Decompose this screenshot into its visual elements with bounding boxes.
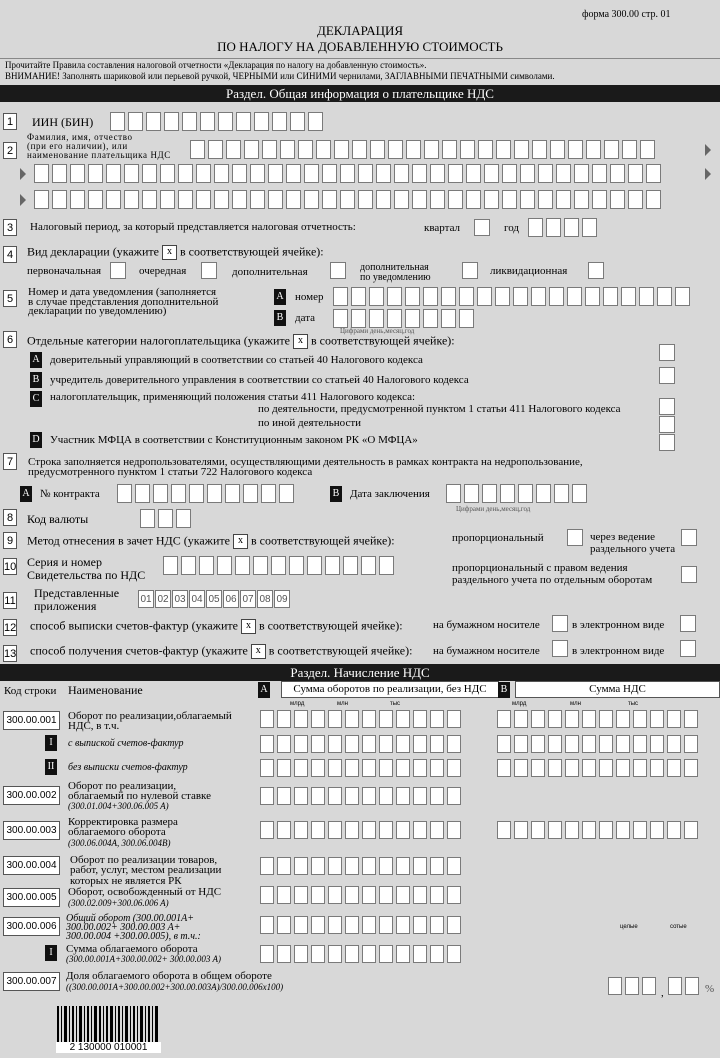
row-number: 5	[3, 290, 17, 307]
letter-i-badge: I	[45, 735, 57, 751]
hundredths-label: сотые	[670, 924, 687, 930]
category-b-label: учредитель доверительного управления в соответствии со статьей 40 Налогового кодекса	[50, 374, 469, 386]
attachments-label: Представленные приложения	[34, 586, 120, 614]
amount-b-cells[interactable]	[497, 759, 698, 777]
barcode-number: 2 130000 010001	[56, 1042, 161, 1053]
paper-label: на бумажном носителе	[433, 645, 540, 657]
row-name: Оборот по реализации,облагаемый НДС, в т.ч.	[68, 710, 232, 733]
attachment-cell[interactable]: 04	[189, 590, 205, 608]
x-mark-sample: x	[241, 619, 256, 634]
category-c2-checkbox[interactable]	[659, 416, 675, 433]
row-number: 9	[3, 532, 17, 549]
method-text-2: в соответствующей ячейке):	[250, 533, 395, 548]
row-number: 2	[3, 142, 17, 159]
attachment-cell[interactable]: 02	[155, 590, 171, 608]
invoice-issue-label	[30, 619, 403, 634]
proportional-checkbox[interactable]	[567, 529, 583, 546]
x-mark-sample: x	[251, 644, 266, 659]
decl-liquidation-checkbox[interactable]	[588, 262, 604, 279]
row-formula: (300.02.009+300.06.006 A)	[68, 898, 169, 908]
iin-cells[interactable]	[110, 112, 323, 131]
categories-label	[27, 334, 455, 349]
separate-checkbox[interactable]	[681, 529, 697, 546]
attachment-cell[interactable]: 09	[274, 590, 290, 608]
proportional-separate-checkbox[interactable]	[681, 566, 697, 583]
method-text: Метод отнесения в зачет НДС (укажите	[27, 533, 230, 548]
date-hint: Цифрами день,месяц,год	[340, 327, 415, 335]
contract-date-cells[interactable]	[446, 484, 587, 503]
decl-type-label	[27, 245, 324, 260]
name-cells-1[interactable]	[190, 140, 655, 159]
separate-label: через ведение раздельного учета	[590, 531, 676, 556]
amount-b-cells[interactable]	[497, 821, 698, 839]
title-line1: ДЕКЛАРАЦИЯ	[316, 23, 404, 38]
decl-type-text: Вид декларации (укажите	[27, 244, 159, 259]
letter-b-badge: B	[30, 372, 42, 388]
row-number: 3	[3, 219, 17, 236]
decl-liquidation-label: ликвидационная	[490, 265, 568, 277]
notice-number-label: номер	[295, 291, 324, 303]
attachments-list[interactable]	[138, 590, 290, 608]
notice-rules: Прочитайте Правила составления налоговой отчетности «Декларация по налогу на добавленную стоимость».	[5, 60, 427, 70]
row-code: 300.00.004	[3, 856, 60, 875]
proportional-label: пропорциональный	[452, 532, 544, 544]
x-mark-sample: x	[162, 245, 177, 260]
decl-type-text-2: в соответствующей ячейке):	[179, 244, 324, 259]
category-a-label: доверительный управляющий в соответствии со статьей 40 Налогового кодекса	[50, 354, 423, 366]
category-d-label: Участник МФЦА в соответствии с Конституционным законом РК «О МФЦА»	[50, 434, 418, 446]
attachment-cell[interactable]: 06	[223, 590, 239, 608]
row-number: 4	[3, 246, 17, 263]
amount-b-cells[interactable]	[497, 710, 698, 728]
letter-a-badge: A	[20, 486, 32, 502]
row-number: 8	[3, 509, 17, 526]
row-code: 300.00.005	[3, 888, 60, 907]
category-d-checkbox[interactable]	[659, 434, 675, 451]
letter-a-badge: A	[258, 682, 270, 698]
amount-a-cells[interactable]	[260, 759, 461, 777]
row-name: Доля облагаемого оборота в общем обороте	[66, 970, 272, 982]
invoice-receive-text: способ получения счетов-фактур (укажите	[30, 643, 248, 658]
subsoil-label: Строка заполняется недропользователями, осуществляющими деятельность в рамках контракта на недропользование, предусмотренного пунктом 1 статьи 722 Налогового кодекса	[28, 456, 583, 479]
amount-a-cells[interactable]	[260, 857, 461, 875]
decl-additional-notice-label: дополнительная по уведомлению	[360, 262, 431, 283]
receive-electronic-checkbox[interactable]	[680, 640, 696, 657]
row-formula: (300.00.001A+300.00.002+ 300.00.003 A)	[66, 954, 221, 964]
row-name: Оборот, освобожденный от НДС	[68, 886, 222, 898]
col-code-header: Код строки	[4, 685, 57, 697]
unit-thousand: тыс	[390, 701, 401, 707]
amount-a-cells[interactable]	[260, 945, 461, 963]
col-b-header: Сумма НДС	[515, 681, 720, 698]
letter-i-badge: I	[45, 945, 57, 961]
amount-a-cells[interactable]	[260, 710, 461, 728]
quarter-label: квартал	[424, 222, 461, 234]
whole-label: целые	[620, 924, 638, 930]
decimal-comma: ,	[661, 987, 664, 999]
row-formula: (300.06.004A, 300.06.004B)	[68, 838, 171, 848]
form-number: форма 300.00 стр. 01	[582, 9, 671, 20]
contract-date-label: Дата заключения	[350, 488, 430, 500]
category-c2-label: по иной деятельности	[258, 417, 362, 429]
unit-billion: млрд	[512, 701, 527, 707]
categories-text: Отдельные категории налогоплательщика (укажите	[27, 333, 290, 348]
electronic-label: в электронном виде	[572, 645, 665, 657]
row-name: Оборот по реализации, облагаемый по нулевой ставке	[68, 780, 211, 803]
arrow-icon	[705, 168, 711, 180]
row-number: 13	[3, 645, 17, 662]
decl-initial-label: первоначальная	[27, 265, 102, 277]
row-formula: (300.01.004+300.06.005 A)	[68, 801, 169, 811]
name-cells-3[interactable]	[34, 190, 661, 209]
notice-date-label: дата	[295, 312, 316, 324]
notice-label: Номер и дата уведомления (заполняется в случае представления дополнительной декларации по уведомлению)	[28, 286, 219, 318]
row-code: 300.00.001	[3, 711, 60, 730]
row-number: 11	[3, 592, 17, 609]
invoice-receive-text-2: в соответствующей ячейке):	[268, 643, 413, 658]
decl-initial-checkbox[interactable]	[110, 262, 126, 279]
letter-b-badge: B	[274, 310, 286, 326]
arrow-icon	[705, 144, 711, 156]
row-name: Общий оборот (300.00.001A+ 300.00.002+ 300.00.003 A+ 300.00.004 +300.00.005), в т.ч.:	[66, 913, 201, 942]
year-label: год	[504, 222, 520, 234]
attachment-cell[interactable]: 01	[138, 590, 154, 608]
row-name: Оборот по реализации товаров, работ, услуг, местом реализации которых не является РК	[70, 854, 222, 887]
issue-paper-checkbox[interactable]	[552, 615, 568, 632]
invoice-issue-text: способ выписки счетов-фактур (укажите	[30, 618, 238, 633]
contract-no-cells[interactable]	[117, 484, 294, 503]
divider	[0, 58, 720, 59]
row-name: Сумма облагаемого оборота	[66, 943, 198, 955]
letter-d-badge: D	[30, 432, 42, 448]
row-code: 300.00.006	[3, 917, 60, 936]
decl-additional-notice-checkbox[interactable]	[462, 262, 478, 279]
quarter-cell[interactable]	[474, 219, 490, 236]
invoice-issue-text-2: в соответствующей ячейке):	[258, 618, 403, 633]
cert-cells[interactable]	[163, 556, 394, 575]
arrow-icon	[20, 194, 26, 206]
letter-ii-badge: II	[45, 759, 57, 775]
percent-sign: %	[705, 983, 715, 995]
row-number: 7	[3, 453, 17, 470]
unit-million: млн	[570, 701, 581, 707]
unit-million: млн	[337, 701, 348, 707]
category-c1-label: по деятельности, предусмотренной пунктом 1 статьи 411 Налогового кодекса	[258, 403, 621, 415]
amount-a-cells[interactable]	[260, 787, 461, 805]
row-code: 300.00.002	[3, 786, 60, 805]
row-subname: с выпиской счетов-фактур	[68, 738, 184, 749]
notice-number-cells[interactable]	[333, 287, 690, 306]
amount-a-cells[interactable]	[260, 821, 461, 839]
categories-text-2: в соответствующей ячейке):	[310, 333, 455, 348]
row-code: 300.00.003	[3, 821, 60, 840]
attachment-cell[interactable]: 08	[257, 590, 273, 608]
method-label	[27, 534, 395, 549]
decl-regular-label: очередная	[139, 265, 187, 277]
category-c-label: налогоплательщик, применяющий положения статьи 411 Налогового кодекса:	[50, 391, 416, 403]
x-mark-sample: x	[233, 534, 248, 549]
proportional-separate-label: пропорциональный с правом ведения раздельного учета по отдельным оборотам	[452, 562, 653, 587]
row-name: Корректировка размера облагаемого оборота	[68, 816, 178, 839]
name-label: Фамилия, имя, отчество (при его наличии), или наименование плательщика НДС	[27, 132, 171, 160]
category-b-checkbox[interactable]	[659, 367, 675, 384]
letter-c-badge: C	[30, 391, 42, 407]
col-a-header: Сумма оборотов по реализации, без НДС	[281, 681, 499, 698]
category-c1-checkbox[interactable]	[659, 398, 675, 415]
amount-a-cells[interactable]	[260, 916, 461, 934]
section-general-info: Раздел. Общая информация о плательщике НДС	[0, 85, 720, 102]
notice-date-cells[interactable]	[333, 309, 474, 328]
attachment-cell[interactable]: 05	[206, 590, 222, 608]
period-label: Налоговый период, за который представляется налоговая отчетность:	[30, 221, 356, 233]
row-number: 12	[3, 619, 17, 636]
title-line2: ПО НАЛОГУ НА ДОБАВЛЕННУЮ СТОИМОСТЬ	[217, 39, 503, 54]
row-code: 300.00.007	[3, 972, 60, 991]
unit-billion: млрд	[290, 701, 305, 707]
row-subname: без выписки счетов-фактур	[68, 762, 188, 773]
section-vat-accrual: Раздел. Начисление НДС	[0, 664, 720, 681]
attachment-cell[interactable]: 07	[240, 590, 256, 608]
row-number: 6	[3, 331, 17, 348]
col-name-header: Наименование	[68, 683, 143, 697]
decl-regular-checkbox[interactable]	[201, 262, 217, 279]
amount-a-cells[interactable]	[260, 886, 461, 904]
amount-a-cells[interactable]	[260, 735, 461, 753]
iin-label: ИИН (БИН)	[32, 115, 94, 129]
decl-additional-label: дополнительная	[232, 266, 308, 278]
letter-a-badge: A	[30, 352, 42, 368]
issue-electronic-checkbox[interactable]	[680, 615, 696, 632]
notice-warning: ВНИМАНИЕ! Заполнять шариковой или перьевой ручкой, ЧЕРНЫМИ или СИНИМИ чернилами, ЗАГЛАВНЫМИ ПЕЧАТНЫМИ символами.	[5, 71, 555, 81]
barcode-image	[55, 1006, 160, 1044]
row-number: 10	[3, 558, 17, 575]
share-hundredths-cells[interactable]	[668, 977, 699, 995]
electronic-label: в электронном виде	[572, 619, 665, 631]
currency-cells[interactable]	[140, 509, 191, 528]
letter-a-badge: A	[274, 289, 286, 305]
category-a-checkbox[interactable]	[659, 344, 675, 361]
name-cells-2[interactable]	[34, 164, 661, 183]
receive-paper-checkbox[interactable]	[552, 640, 568, 657]
cert-label: Серия и номер Свидетельства по НДС	[27, 555, 146, 582]
unit-thousand: тыс	[628, 701, 639, 707]
contract-no-label: № контракта	[40, 488, 100, 500]
date-hint: Цифрами день,месяц,год	[456, 505, 531, 513]
share-whole-cells[interactable]	[608, 977, 656, 995]
year-cells[interactable]	[528, 218, 597, 237]
letter-b-badge: B	[498, 682, 510, 698]
amount-b-cells[interactable]	[497, 735, 698, 753]
letter-b-badge: B	[330, 486, 342, 502]
paper-label: на бумажном носителе	[433, 619, 540, 631]
x-mark-sample: x	[293, 334, 308, 349]
row-number: 1	[3, 113, 17, 130]
attachment-cell[interactable]: 03	[172, 590, 188, 608]
decl-additional-checkbox[interactable]	[330, 262, 346, 279]
currency-label: Код валюты	[27, 512, 89, 526]
invoice-receive-label	[30, 644, 412, 659]
row-formula: ((300.00.001A+300.00.002+300.00.003A)/300.00.006x100)	[66, 982, 284, 992]
arrow-icon	[20, 168, 26, 180]
